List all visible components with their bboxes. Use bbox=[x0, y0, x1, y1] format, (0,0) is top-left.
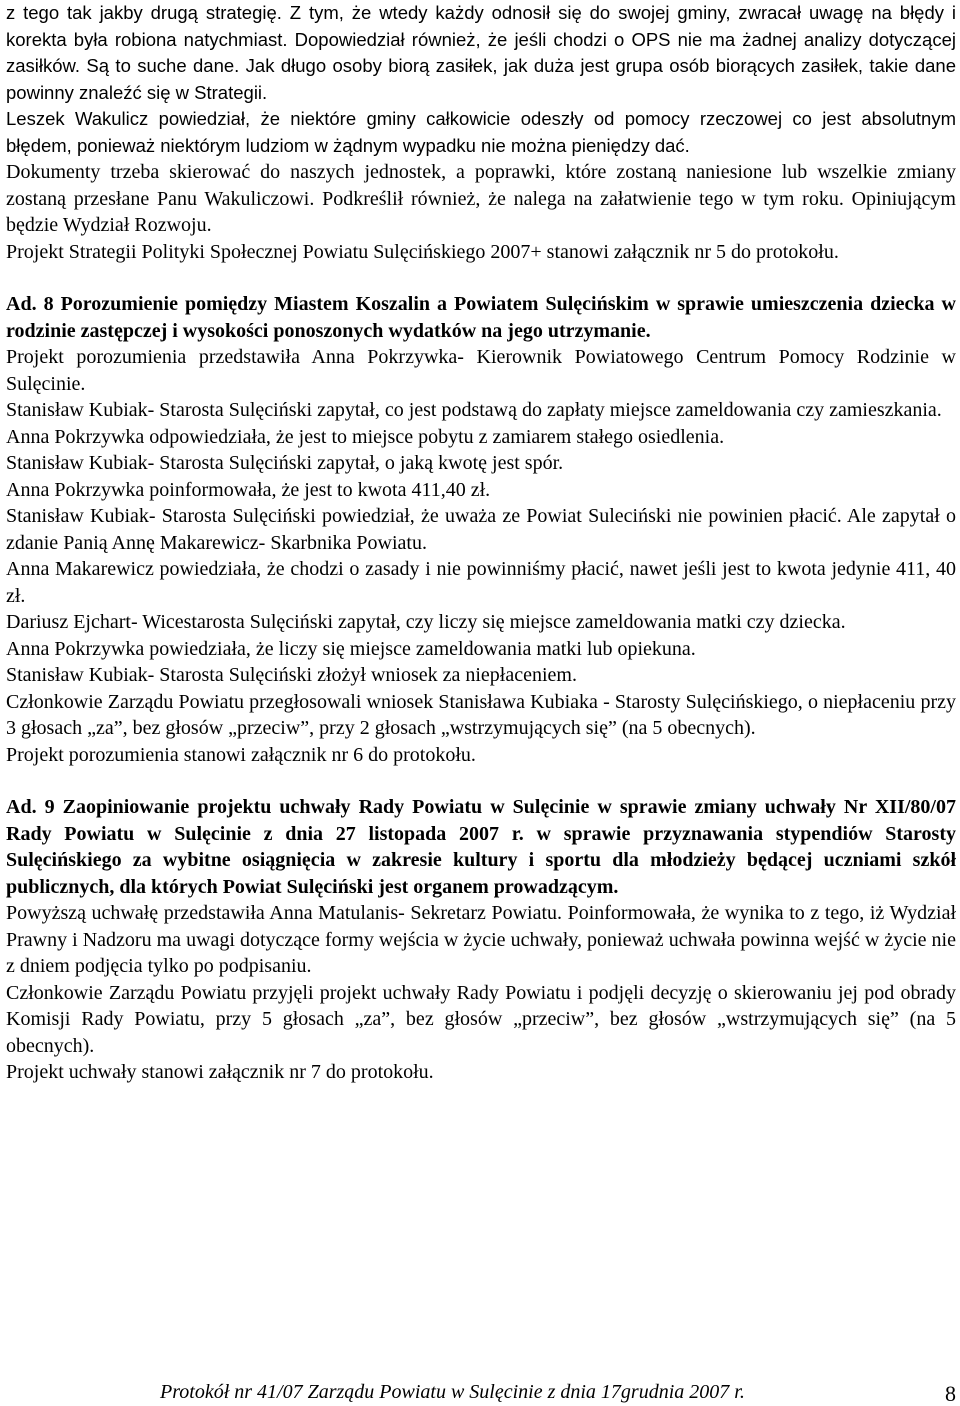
paragraph: Projekt Strategii Polityki Społecznej Powiatu Sulęcińskiego 2007+ stanowi załącznik nr 5 do protokołu. bbox=[6, 240, 839, 263]
paragraph: Stanisław Kubiak- Starosta Sulęciński powiedział, że uważa ze Powiat Suleciński nie powinien płacić. Ale zapytał o zdanie Panią Annę Makarewicz- Skarbnika Powiatu. bbox=[6, 505, 956, 554]
document-page bbox=[6, 0, 956, 1086]
paragraph: Anna Pokrzywka odpowiedziała, że jest to miejsce pobytu z zamiarem stałego osiedlenia. bbox=[6, 425, 725, 448]
section-spacer bbox=[6, 768, 956, 794]
paragraph: Anna Makarewicz powiedziała, że chodzi o zasady i nie powinniśmy płacić, nawet jeśli jest to kwota jedynie 411, 40 zł. bbox=[6, 558, 956, 607]
paragraph: Stanisław Kubiak- Starosta Sulęciński zapytał, co jest podstawą do zapłaty miejsce zameldowania czy zamieszkania. bbox=[6, 399, 942, 421]
paragraph: Członkowie Zarządu Powiatu przyjęli projekt uchwały Rady Powiatu i podjęli decyzję o skierowaniu jej pod obrady Komisji Rady Powiatu, przy 5 głosach „za”, bez głosów „przeciw”, bez głosów „wstrzymujących się” (na 5 obecnych). bbox=[6, 981, 956, 1057]
paragraph: Projekt uchwały stanowi załącznik nr 7 do protokołu. bbox=[6, 1061, 434, 1083]
paragraph: Dokumenty trzeba skierować do naszych jednostek, a poprawki, które zostaną naniesione lub wszelkie zmiany zostaną przesłane Panu Wakuliczowi. Podkreślił również, że nalega na załatwienie tego w tym roku. Opiniującym będzie Wydział Rozwoju. bbox=[6, 161, 956, 236]
paragraph: Stanisław Kubiak- Starosta Sulęciński zapytał, o jaką kwotę jest spór. bbox=[6, 452, 564, 474]
paragraph: Stanisław Kubiak- Starosta Sulęciński złożył wniosek za niepłaceniem. bbox=[6, 664, 577, 686]
paragraph: Projekt porozumienia przedstawiła Anna Pokrzywka- Kierownik Powiatowego Centrum Pomocy Rodzinie w Sulęcinie. bbox=[6, 346, 956, 395]
section-heading-ad8: Ad. 8 Porozumienie pomiędzy Miastem Koszalin a Powiatem Sulęcińskim w sprawie umieszczenia dziecka w rodzinie zastępczej i wysokości ponoszonych wydatków na jego utrzymanie. bbox=[6, 293, 956, 342]
section-heading-ad9: Ad. 9 Zaopiniowanie projektu uchwały Rady Powiatu w Sulęcinie w sprawie zmiany uchwały Nr XII/80/07 Rady Powiatu w Sulęcinie z dnia 27 listopada 2007 r. w sprawie przyznawania stypendiów Starosty Sulęcińskiego za wybitne osiągnięcia w zakresie kultury i sportu dla młodzieży będącej uczniami szkół publicznych, dla których Powiat Sulęciński jest organem prowadzącym. bbox=[6, 796, 956, 898]
paragraph: Powyższą uchwałę przedstawiła Anna Matulanis- Sekretarz Powiatu. Poinformowała, że wynika to z tego, iż Wydział Prawny i Nadzoru ma uwagi dotyczące formy wejścia w życie uchwały, ponieważ uchwała powinna wejść w życie nie z dniem podjęcia tylko po podpisaniu. bbox=[6, 902, 956, 977]
paragraph: Leszek Wakulicz powiedział, że niektóre gminy całkowicie odeszły od pomocy rzeczowej co jest absolutnym błędem, ponieważ niektórym ludziom w żądnym wypadku nie można pieniędzy dać. bbox=[6, 108, 956, 156]
page-number: 8 bbox=[945, 1381, 956, 1406]
paragraph: Anna Pokrzywka poinformowała, że jest to kwota 411,40 zł. bbox=[6, 478, 491, 501]
paragraph: Projekt porozumienia stanowi załącznik nr 6 do protokołu. bbox=[6, 743, 476, 766]
paragraph: Członkowie Zarządu Powiatu przegłosowali wniosek Stanisława Kubiaka - Starosty Sulęcińskiego, o niepłaceniu przy 3 głosach „za”, bez głosów „przeciw”, przy 2 głosach „wstrzymujących się” (na 5 obecnych). bbox=[6, 690, 956, 739]
paragraph: Dariusz Ejchart- Wicestarosta Sulęciński zapytał, czy liczy się miejsce zameldowania matki czy dziecka. bbox=[6, 611, 846, 633]
footer-text: Protokół nr 41/07 Zarządu Powiatu w Sulęcinie z dnia 17grudnia 2007 r. bbox=[160, 1381, 745, 1403]
section-spacer bbox=[6, 265, 956, 291]
paragraph: Anna Pokrzywka powiedziała, że liczy się miejsce zameldowania matki lub opiekuna. bbox=[6, 637, 696, 660]
paragraph: z tego tak jakby drugą strategię. Z tym, że wtedy każdy odnosił się do swojej gminy, zwracał uwagę na błędy i korekta była robiona natychmiast. Dopowiedział również, że jeśli chodzi o OPS nie ma żadnej analizy dotyczącej zasiłków. Są to suche dane. Jak długo osoby biorą zasiłek, jak duża jest grupa osób biorących zasiłek, takie dane powinny znaleźć się w Strategii. bbox=[6, 2, 956, 103]
